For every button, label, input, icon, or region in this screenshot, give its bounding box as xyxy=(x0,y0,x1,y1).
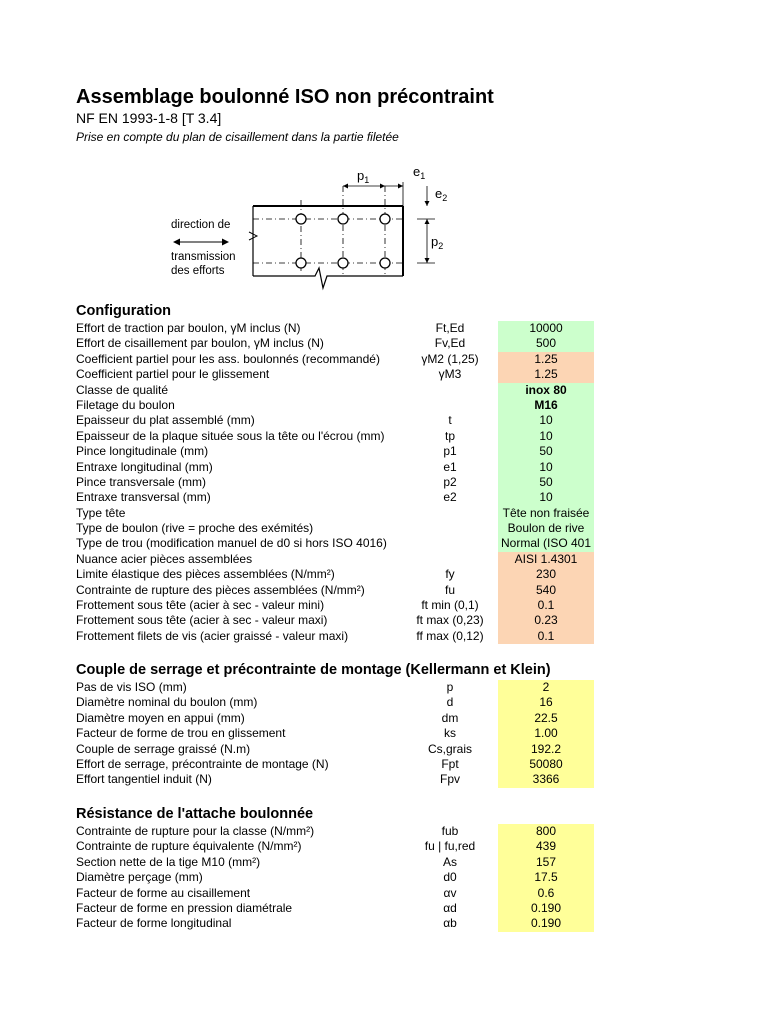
resistance-title: Résistance de l'attache boulonnée xyxy=(76,806,314,822)
table-row xyxy=(76,870,676,885)
row-label: Entraxe longitudinal (mm) xyxy=(76,459,213,474)
row-label: Epaisseur du plat assemblé (mm) xyxy=(76,413,255,428)
row-value-cell[interactable]: 0.190 xyxy=(498,901,594,916)
row-value-cell[interactable]: 500 xyxy=(498,336,594,351)
row-label: Epaisseur de la plaque située sous la tête ou l'écrou (mm) xyxy=(76,428,385,443)
table-row xyxy=(76,757,676,772)
row-symbol: Fv,Ed xyxy=(434,336,466,351)
row-label: Frottement filets de vis (acier graissé - valeur maxi) xyxy=(76,628,349,643)
row-value-cell[interactable]: 192.2 xyxy=(498,742,594,757)
row-label: Filetage du boulon xyxy=(76,397,175,412)
couple-section xyxy=(76,660,676,788)
page-title: Assemblage boulonné ISO non précontraint xyxy=(76,86,494,108)
table-row xyxy=(76,567,676,582)
row-label: Couple de serrage graissé (N.m) xyxy=(76,741,251,756)
table-row xyxy=(76,460,676,475)
table-row xyxy=(76,742,676,757)
e1-arrow xyxy=(398,184,403,189)
row-symbol: d0 xyxy=(443,870,457,885)
row-label: Contrainte de rupture pour la classe (N/mm²) xyxy=(76,824,315,838)
row-label: Section nette de la tige M10 (mm²) xyxy=(76,854,261,869)
shear-plane-note: Prise en compte du plan de cisaillement dans la partie filetée xyxy=(76,130,399,144)
direction-text-3: des efforts xyxy=(171,265,225,277)
row-symbol: Fpt xyxy=(441,756,459,771)
table-row xyxy=(76,916,676,931)
row-value-cell[interactable]: 540 xyxy=(498,583,594,598)
resistance-section xyxy=(76,804,676,932)
bolt-layout-diagram xyxy=(165,164,465,294)
row-label: Frottement sous tête (acier à sec - valeur maxi) xyxy=(76,613,328,628)
plate-break-line xyxy=(253,268,403,288)
row-label: Pas de vis ISO (mm) xyxy=(76,680,187,694)
row-label: Type de boulon (rive = proche des exémités) xyxy=(76,521,314,536)
row-symbol: p1 xyxy=(443,444,457,459)
table-row xyxy=(76,855,676,870)
row-symbol: d xyxy=(446,695,454,710)
table-row xyxy=(76,413,676,428)
row-symbol: γM3 xyxy=(438,367,462,382)
row-value-cell[interactable]: 50080 xyxy=(498,757,594,772)
row-value-cell[interactable]: AISI 1.4301 xyxy=(498,552,594,567)
e2-label: $e_2$ xyxy=(435,186,448,203)
row-value-cell[interactable]: 0.190 xyxy=(498,916,594,931)
row-label: Coefficient partiel pour le glissement xyxy=(76,367,270,382)
table-row xyxy=(76,583,676,598)
table-row xyxy=(76,726,676,741)
direction-text-1: direction de xyxy=(171,219,231,231)
table-row xyxy=(76,429,676,444)
row-symbol: fu | fu,red xyxy=(424,839,476,854)
row-symbol: ff max (0,12) xyxy=(416,628,484,643)
row-value-cell[interactable]: 10 xyxy=(498,460,594,475)
table-row xyxy=(76,772,676,787)
row-symbol: As xyxy=(442,854,457,869)
norm-reference: NF EN 1993-1-8 [T 3.4] xyxy=(76,110,222,126)
bolt-hole xyxy=(296,258,306,268)
bolt-hole xyxy=(380,214,390,224)
row-label: Facteur de forme de trou en glissement xyxy=(76,726,286,741)
row-symbol: αd xyxy=(443,900,457,915)
row-symbol: αb xyxy=(443,916,457,931)
row-value-cell[interactable]: 2 xyxy=(498,680,594,695)
row-value-cell[interactable]: 17.5 xyxy=(498,870,594,885)
table-row xyxy=(76,598,676,613)
p2-label: $p_2$ xyxy=(431,234,444,251)
row-value-cell[interactable]: Tête non fraisée xyxy=(498,506,594,521)
couple-title: Couple de serrage et précontrainte de montage (Kellermann et Klein) xyxy=(76,662,551,678)
row-symbol: e2 xyxy=(443,490,457,505)
row-symbol: tp xyxy=(444,428,455,443)
row-label: Pince longitudinale (mm) xyxy=(76,444,209,459)
row-value-cell[interactable]: 10 xyxy=(498,490,594,505)
row-label: Contrainte de rupture équivalente (N/mm²) xyxy=(76,839,302,854)
row-value-cell[interactable]: 1.25 xyxy=(498,367,594,382)
table-row xyxy=(76,552,676,567)
e1-label: $e_1$ xyxy=(413,164,426,181)
row-label: Effort de serrage, précontrainte de montage (N) xyxy=(76,756,329,771)
table-row xyxy=(76,506,676,521)
table-row xyxy=(76,336,676,351)
row-symbol: ft max (0,23) xyxy=(416,613,484,628)
row-value-cell[interactable]: Boulon de rive xyxy=(498,521,594,536)
table-row xyxy=(76,536,676,551)
bolt-hole xyxy=(296,214,306,224)
row-label: Effort tangentiel induit (N) xyxy=(76,772,212,787)
row-label: Frottement sous tête (acier à sec - valeur mini) xyxy=(76,598,325,613)
configuration-section xyxy=(76,301,676,644)
p1-label: $p_1$ xyxy=(357,168,370,185)
row-label: Facteur de forme au cisaillement xyxy=(76,885,251,900)
row-symbol: fu xyxy=(444,582,455,597)
configuration-rows xyxy=(76,321,676,644)
table-row xyxy=(76,383,676,398)
row-label: Nuance acier pièces assemblées xyxy=(76,551,253,566)
row-label: Pince transversale (mm) xyxy=(76,474,207,489)
row-symbol: p2 xyxy=(443,474,457,489)
table-row xyxy=(76,521,676,536)
table-row xyxy=(76,398,676,413)
row-label: Diamètre moyen en appui (mm) xyxy=(76,710,245,725)
row-value-cell[interactable]: 1.25 xyxy=(498,352,594,367)
row-value-cell[interactable]: Normal (ISO 401 xyxy=(498,536,594,551)
row-value-cell[interactable]: 1.00 xyxy=(498,726,594,741)
row-label: Facteur de forme en pression diamétrale xyxy=(76,900,293,915)
row-label: Classe de qualité xyxy=(76,382,169,397)
row-value-cell[interactable]: 439 xyxy=(498,839,594,854)
row-value-cell[interactable]: 0.23 xyxy=(498,613,594,628)
row-value-cell[interactable]: 10000 xyxy=(498,321,594,336)
row-label: Limite élastique des pièces assemblées (N/mm²) xyxy=(76,567,335,582)
table-row xyxy=(76,490,676,505)
row-value-cell[interactable]: 22.5 xyxy=(498,711,594,726)
row-value-cell[interactable]: 0.1 xyxy=(498,629,594,644)
bolt-hole xyxy=(338,214,348,224)
table-row xyxy=(76,824,676,839)
row-value-cell[interactable]: 50 xyxy=(498,475,594,490)
row-label: Coefficient partiel pour les ass. boulonnés (recommandé) xyxy=(76,351,380,366)
table-row xyxy=(76,613,676,628)
row-label: Entraxe transversal (mm) xyxy=(76,490,211,505)
resistance-rows xyxy=(76,824,676,932)
row-symbol: ks xyxy=(444,726,456,741)
bolt-hole xyxy=(380,258,390,268)
table-row xyxy=(76,680,676,695)
row-value-cell[interactable]: 3366 xyxy=(498,772,594,787)
row-value-cell[interactable]: inox 80 xyxy=(498,383,594,398)
row-symbol: e1 xyxy=(443,459,457,474)
table-row xyxy=(76,321,676,336)
couple-rows xyxy=(76,680,676,788)
row-value-cell[interactable]: 0.1 xyxy=(498,598,594,613)
row-value-cell[interactable]: 10 xyxy=(498,429,594,444)
table-row xyxy=(76,901,676,916)
row-symbol: t xyxy=(448,413,452,428)
row-label: Effort de traction par boulon, γM inclus (N) xyxy=(76,321,301,335)
row-label: Type tête xyxy=(76,505,126,520)
row-symbol: Ft,Ed xyxy=(435,321,465,335)
row-value-cell[interactable]: 0.6 xyxy=(498,886,594,901)
row-symbol: p xyxy=(446,680,454,694)
row-label: Diamètre nominal du boulon (mm) xyxy=(76,695,258,710)
table-row xyxy=(76,629,676,644)
table-row xyxy=(76,352,676,367)
row-label: Type de trou (modification manuel de d0 si hors ISO 4016) xyxy=(76,536,387,551)
table-row xyxy=(76,475,676,490)
row-value-cell[interactable]: 157 xyxy=(498,855,594,870)
row-value-cell[interactable]: 10 xyxy=(498,413,594,428)
row-symbol: ft min (0,1) xyxy=(421,598,479,613)
table-row xyxy=(76,839,676,854)
row-symbol: αv xyxy=(443,885,457,900)
table-row xyxy=(76,695,676,710)
row-value-cell[interactable]: 230 xyxy=(498,567,594,582)
bolt-hole xyxy=(338,258,348,268)
row-symbol: Fpv xyxy=(439,772,460,787)
table-row xyxy=(76,886,676,901)
direction-text-2: transmission xyxy=(171,251,236,263)
row-label: Effort de cisaillement par boulon, γM inclus (N) xyxy=(76,336,324,351)
row-value-cell[interactable]: 800 xyxy=(498,824,594,839)
row-symbol: dm xyxy=(441,710,459,725)
row-symbol: Cs,grais xyxy=(427,741,472,756)
row-symbol: γM2 (1,25) xyxy=(421,351,479,366)
configuration-title: Configuration xyxy=(76,303,172,319)
row-label: Contrainte de rupture des pièces assemblées (N/mm²) xyxy=(76,582,365,597)
table-row xyxy=(76,367,676,382)
row-symbol: fub xyxy=(441,824,459,838)
row-label: Diamètre perçage (mm) xyxy=(76,870,203,885)
row-label: Facteur de forme longitudinal xyxy=(76,916,232,931)
e2-arrow xyxy=(425,201,430,206)
row-value-cell[interactable]: M16 xyxy=(498,398,594,413)
table-row xyxy=(76,711,676,726)
table-row xyxy=(76,444,676,459)
row-value-cell[interactable]: 16 xyxy=(498,695,594,710)
row-symbol: fy xyxy=(445,567,455,582)
row-value-cell[interactable]: 50 xyxy=(498,444,594,459)
